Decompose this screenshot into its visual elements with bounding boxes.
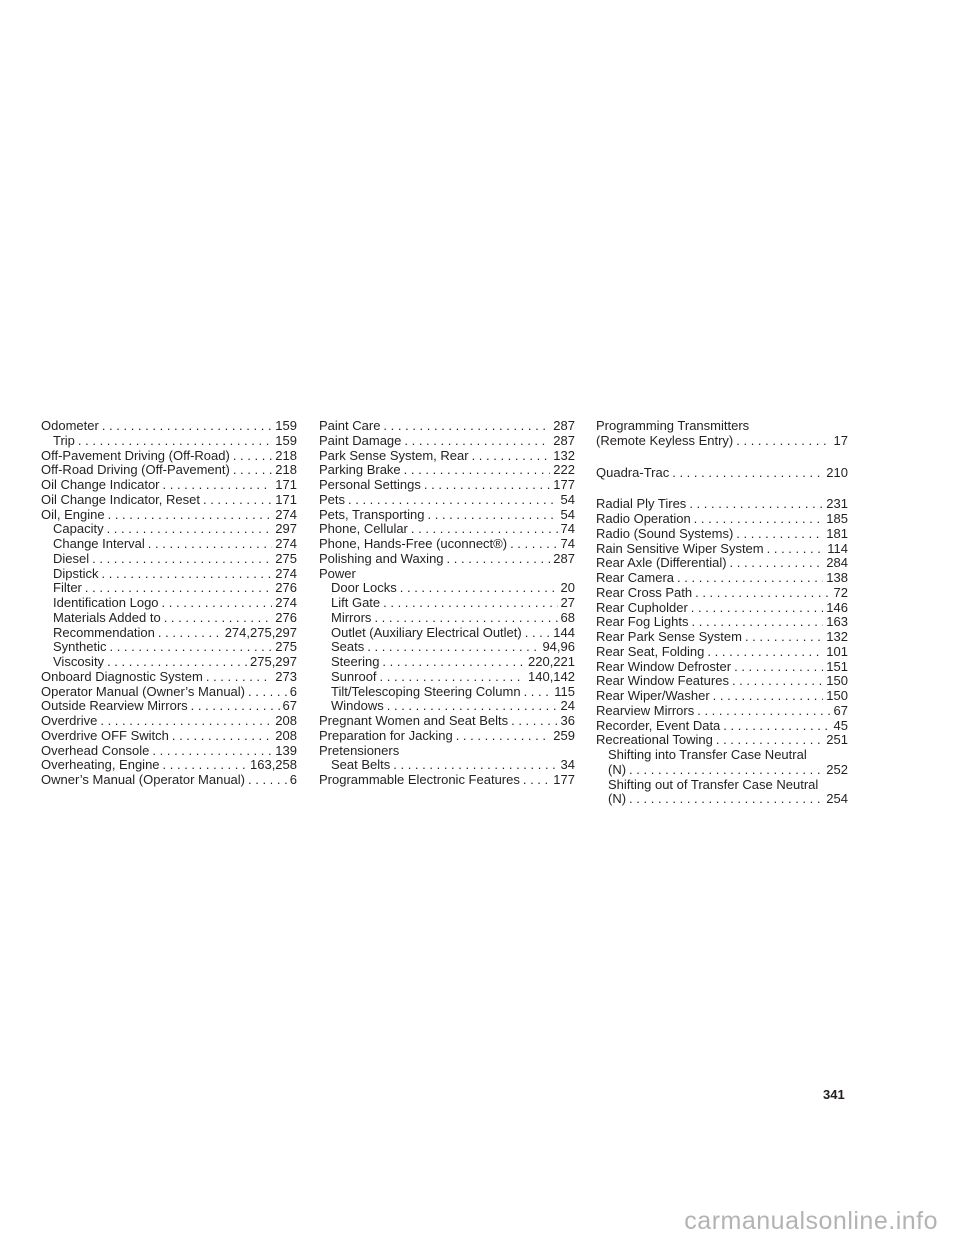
index-subentry (319, 699, 575, 714)
entry-label: Lift Gate (331, 595, 381, 610)
index-entry (41, 508, 297, 523)
dot-leader (730, 556, 824, 571)
entry-label: Phone, Hands-Free (uconnect®) (319, 536, 508, 551)
index-subentry (596, 792, 848, 807)
entry-page: 274 (275, 536, 297, 551)
dot-leader (248, 773, 287, 788)
dot-leader (734, 660, 823, 675)
entry-label: Rear Axle (Differential) (596, 555, 727, 571)
dot-leader (85, 581, 272, 596)
index-entry (596, 527, 848, 542)
entry-page: 297 (275, 521, 297, 537)
dot-leader (695, 586, 830, 601)
entry-label: Diesel (53, 550, 90, 566)
entry-page: 94,96 (542, 639, 575, 655)
entry-page: 287 (553, 432, 575, 448)
index-subentry (41, 655, 297, 670)
entry-label: Recreational Towing (596, 732, 713, 748)
entry-page: 276 (275, 609, 297, 625)
entry-label: Outside Rearview Mirrors (41, 698, 188, 714)
entry-label: Outlet (Auxiliary Electrical Outlet) (331, 624, 522, 640)
index-entry (41, 699, 297, 714)
dot-leader (510, 537, 557, 552)
dot-leader (374, 611, 557, 626)
index-entry (41, 493, 297, 508)
entry-label: Preparation for Jacking (319, 727, 453, 743)
index-entry (41, 670, 297, 685)
entry-page: 150 (826, 688, 848, 703)
entry-page: 54 (560, 491, 575, 507)
entry-label: (N) (608, 791, 627, 807)
index-column-3 (596, 419, 848, 807)
index-subentry (41, 581, 297, 596)
entry-label: (N) (608, 761, 627, 777)
entry-page: 27 (560, 595, 575, 610)
dot-leader (745, 630, 823, 645)
dot-leader (152, 744, 272, 759)
index-subentry (41, 567, 297, 582)
index-column-2 (319, 419, 575, 788)
index-subentry (319, 626, 575, 641)
dot-leader (348, 493, 558, 508)
dot-leader (689, 497, 823, 512)
entry-label: Filter (53, 580, 82, 596)
index-entry (41, 478, 297, 493)
index-entry (596, 660, 848, 675)
dot-leader (206, 670, 272, 685)
dot-leader (404, 434, 550, 449)
entry-label: Capacity (53, 521, 104, 537)
dot-leader (191, 699, 280, 714)
entry-label: Quadra-Trac (596, 464, 670, 480)
dot-leader (732, 674, 823, 689)
index-heading: Programming Transmitters (596, 418, 750, 433)
entry-page: 74 (560, 521, 575, 537)
index-subentry (41, 611, 297, 626)
entry-label: Synthetic (53, 639, 107, 655)
entry-label: Seats (331, 639, 365, 655)
dot-leader (713, 689, 824, 704)
entry-label: Rear Fog Lights (596, 614, 689, 630)
entry-page: 274 (275, 565, 297, 581)
index-entry (596, 615, 848, 630)
dot-leader (383, 419, 550, 434)
entry-label: Pets, Transporting (319, 506, 425, 522)
entry-page: 275 (275, 550, 297, 566)
entry-label: Radial Ply Tires (596, 496, 687, 512)
index-entry (319, 773, 575, 788)
index-entry (596, 556, 848, 571)
dot-leader (172, 729, 272, 744)
entry-page: 150 (826, 673, 848, 689)
entry-page: 181 (826, 525, 848, 541)
entry-page: 67 (282, 698, 297, 714)
entry-label: Programmable Electronic Features (319, 772, 520, 787)
entry-label: Change Interval (53, 536, 145, 551)
dot-leader (92, 552, 272, 567)
entry-page: 274 (275, 506, 297, 522)
entry-label: Odometer (41, 418, 99, 433)
entry-label: (Remote Keyless Entry) (596, 432, 734, 448)
entry-page: 45 (833, 717, 848, 733)
entry-label: Rear Camera (596, 570, 675, 585)
entry-label: Mirrors (331, 609, 372, 625)
dot-leader (707, 645, 823, 660)
index-entry (41, 758, 297, 773)
entry-label: Overdrive OFF Switch (41, 727, 169, 743)
entry-page: 273 (275, 668, 297, 684)
index-entry (319, 729, 575, 744)
entry-label: Rear Wiper/Washer (596, 688, 710, 703)
entry-label: Overhead Console (41, 742, 150, 758)
entry-label: Recorder, Event Data (596, 717, 721, 733)
index-entry (596, 630, 848, 645)
index-entry (596, 645, 848, 660)
entry-label: Rear Window Defroster (596, 658, 732, 674)
entry-page: 140,142 (528, 668, 575, 684)
entry-label: Identification Logo (53, 595, 159, 610)
dot-leader (383, 596, 557, 611)
dot-leader (736, 527, 823, 542)
index-subentry (41, 596, 297, 611)
entry-label: Polishing and Waxing (319, 550, 444, 566)
entry-label: Recommendation (53, 624, 155, 640)
index-subentry (41, 537, 297, 552)
index-entry (319, 434, 575, 449)
section-gap (596, 480, 848, 497)
entry-label: Viscosity (53, 654, 105, 669)
dot-leader (107, 522, 273, 537)
dot-leader (767, 542, 825, 557)
index-subheading: Shifting into Transfer Case Neutral (608, 747, 807, 762)
dot-leader (163, 758, 247, 773)
entry-page: 231 (826, 496, 848, 512)
entry-page: 68 (560, 609, 575, 625)
dot-leader (736, 434, 830, 449)
dot-leader (382, 655, 525, 670)
entry-page: 275 (275, 639, 297, 655)
dot-leader (428, 508, 558, 523)
index-entry (596, 571, 848, 586)
index-entry (319, 537, 575, 552)
entry-label: Radio (Sound Systems) (596, 525, 734, 541)
dot-leader (108, 508, 273, 523)
index-entry (596, 434, 848, 449)
index-subentry (319, 611, 575, 626)
dot-leader (694, 512, 824, 527)
index-subentry (41, 552, 297, 567)
index-subentry (319, 758, 575, 773)
dot-leader (164, 611, 273, 626)
index-subentry (319, 640, 575, 655)
entry-page: 151 (826, 658, 848, 674)
entry-page: 146 (826, 599, 848, 615)
entry-page: 144 (553, 624, 575, 640)
index-entry (596, 689, 848, 704)
index-entry (596, 733, 848, 748)
dot-leader (400, 581, 558, 596)
index-entry (319, 493, 575, 508)
dot-leader (692, 615, 824, 630)
dot-leader (163, 478, 273, 493)
entry-label: Tilt/Telescoping Steering Column (331, 683, 521, 699)
dot-leader (387, 699, 558, 714)
index-entry (596, 704, 848, 719)
entry-label: Rear Window Features (596, 673, 729, 689)
dot-leader (672, 466, 823, 481)
index-subentry (41, 522, 297, 537)
entry-page: 139 (275, 742, 297, 758)
dot-leader (697, 704, 830, 719)
entry-label: Pregnant Women and Seat Belts (319, 713, 509, 728)
entry-page: 115 (554, 683, 575, 699)
dot-leader (233, 463, 272, 478)
index-subentry (319, 670, 575, 685)
entry-page: 34 (560, 757, 575, 773)
index-entry (596, 542, 848, 557)
entry-label: Sunroof (331, 668, 377, 684)
dot-leader (102, 419, 272, 434)
dot-leader (367, 640, 539, 655)
dot-leader (109, 640, 272, 655)
index-heading: Power (319, 565, 356, 581)
index-entry (596, 719, 848, 734)
index-entry (596, 466, 848, 481)
entry-label: Radio Operation (596, 511, 691, 526)
index-subheading: Shifting out of Transfer Case Neutral (608, 776, 819, 792)
index-entry (41, 773, 297, 788)
entry-page: 163 (826, 614, 848, 630)
entry-page: 276 (275, 580, 297, 596)
entry-page: 287 (553, 550, 575, 566)
entry-page: 208 (275, 727, 297, 743)
dot-leader (691, 601, 824, 616)
entry-page: 132 (553, 447, 575, 463)
entry-page: 177 (553, 772, 575, 787)
dot-leader (525, 626, 551, 641)
entry-page: 67 (833, 702, 848, 718)
entry-label: Rear Cupholder (596, 599, 688, 615)
index-subentry (319, 655, 575, 670)
entry-label: Dipstick (53, 565, 99, 581)
entry-label: Paint Damage (319, 432, 402, 448)
entry-page: 259 (553, 727, 575, 743)
entry-page: 218 (275, 447, 297, 463)
dot-leader (78, 434, 272, 449)
entry-page: 274,275,297 (224, 624, 297, 640)
dot-leader (472, 449, 551, 464)
entry-page: 208 (275, 713, 297, 728)
index-entry (596, 586, 848, 601)
watermark: carmanualsonline.info (684, 1207, 938, 1235)
index-subentry (41, 434, 297, 449)
entry-page: 171 (275, 477, 297, 492)
index-column-1 (41, 419, 297, 788)
entry-label: Steering (331, 654, 380, 669)
entry-label: Rearview Mirrors (596, 702, 695, 718)
entry-page: 210 (826, 464, 848, 480)
entry-page: 36 (560, 713, 575, 728)
index-entry (319, 478, 575, 493)
entry-label: Personal Settings (319, 477, 421, 492)
entry-page: 254 (826, 791, 848, 807)
entry-label: Operator Manual (Owner’s Manual) (41, 683, 245, 699)
dot-leader (524, 685, 552, 700)
entry-label: Off-Road Driving (Off-Pavement) (41, 462, 230, 478)
entry-label: Parking Brake (319, 462, 401, 478)
index-subentry (319, 581, 575, 596)
dot-leader (162, 596, 273, 611)
entry-page: 138 (826, 570, 848, 585)
entry-page: 20 (560, 580, 575, 596)
entry-page: 251 (826, 732, 848, 748)
index-entry (596, 601, 848, 616)
entry-label: Rain Sensitive Wiper System (596, 540, 764, 556)
dot-leader (629, 792, 823, 807)
entry-label: Rear Seat, Folding (596, 643, 705, 659)
entry-page: 17 (833, 432, 848, 448)
dot-leader (248, 685, 287, 700)
entry-page: 6 (289, 683, 297, 699)
dot-leader (100, 714, 272, 729)
index-entry (41, 463, 297, 478)
entry-label: Rear Cross Path (596, 584, 693, 600)
index-subentry (596, 763, 848, 778)
entry-label: Materials Added to (53, 609, 161, 625)
dot-leader (677, 571, 823, 586)
dot-leader (393, 758, 557, 773)
entry-page: 24 (560, 698, 575, 714)
entry-label: Pets (319, 491, 346, 507)
entry-label: Paint Care (319, 418, 381, 433)
index-entry (596, 674, 848, 689)
dot-leader (404, 463, 551, 478)
entry-page: 132 (826, 629, 848, 644)
entry-page: 177 (553, 477, 575, 492)
dot-leader (203, 493, 272, 508)
index-entry (319, 463, 575, 478)
entry-label: Seat Belts (331, 757, 391, 773)
entry-page: 185 (826, 511, 848, 526)
entry-page: 72 (833, 584, 848, 600)
index-entry (319, 449, 575, 464)
index-entry (596, 497, 848, 512)
index-entry (41, 744, 297, 759)
entry-page: 171 (275, 491, 297, 507)
entry-page: 101 (826, 643, 848, 659)
index-entry (319, 714, 575, 729)
entry-page: 163,258 (250, 757, 297, 773)
entry-page: 222 (553, 462, 575, 478)
entry-label: Overheating, Engine (41, 757, 160, 773)
dot-leader (447, 552, 551, 567)
entry-page: 220,221 (528, 654, 575, 669)
entry-page: 274 (275, 595, 297, 610)
entry-page: 275,297 (250, 654, 297, 669)
dot-leader (411, 522, 558, 537)
index-heading: Pretensioners (319, 742, 400, 758)
index-entry (319, 419, 575, 434)
dot-leader (456, 729, 551, 744)
entry-label: Phone, Cellular (319, 521, 408, 537)
entry-label: Oil, Engine (41, 506, 105, 522)
index-subentry (319, 685, 575, 700)
entry-label: Oil Change Indicator (41, 477, 160, 492)
index-entry (319, 552, 575, 567)
entry-label: Off-Pavement Driving (Off-Road) (41, 447, 230, 463)
entry-label: Oil Change Indicator, Reset (41, 491, 200, 507)
entry-page: 159 (275, 418, 297, 433)
entry-page: 74 (560, 536, 575, 551)
dot-leader (380, 670, 525, 685)
dot-leader (511, 714, 557, 729)
dot-leader (523, 773, 550, 788)
index-entry (596, 512, 848, 527)
entry-label: Owner’s Manual (Operator Manual) (41, 772, 245, 787)
entry-label: Rear Park Sense System (596, 629, 742, 644)
entry-label: Park Sense System, Rear (319, 447, 469, 463)
entry-label: Overdrive (41, 713, 98, 728)
entry-page: 6 (289, 772, 297, 787)
entry-page: 114 (827, 540, 848, 556)
index-entry (319, 522, 575, 537)
page-number: 341 (823, 1087, 845, 1102)
index-entry (41, 449, 297, 464)
entry-page: 252 (826, 761, 848, 777)
dot-leader (424, 478, 550, 493)
index-subentry (41, 626, 297, 641)
entry-page: 54 (560, 506, 575, 522)
index-entry (41, 729, 297, 744)
dot-leader (233, 449, 272, 464)
dot-leader (716, 733, 823, 748)
section-gap (596, 449, 848, 466)
entry-page: 284 (826, 555, 848, 571)
dot-leader (102, 567, 273, 582)
entry-label: Trip (53, 432, 75, 448)
dot-leader (107, 655, 247, 670)
dot-leader (158, 626, 222, 641)
entry-page: 287 (553, 418, 575, 433)
index-subentry (319, 596, 575, 611)
dot-leader (723, 719, 830, 734)
entry-label: Door Locks (331, 580, 397, 596)
index-entry (41, 714, 297, 729)
index-entry (41, 419, 297, 434)
index-subentry (41, 640, 297, 655)
dot-leader (629, 763, 823, 778)
entry-page: 159 (275, 432, 297, 448)
entry-label: Onboard Diagnostic System (41, 668, 203, 684)
index-entry (41, 685, 297, 700)
index-entry (319, 508, 575, 523)
dot-leader (148, 537, 273, 552)
entry-label: Windows (331, 698, 384, 714)
entry-page: 218 (275, 462, 297, 478)
